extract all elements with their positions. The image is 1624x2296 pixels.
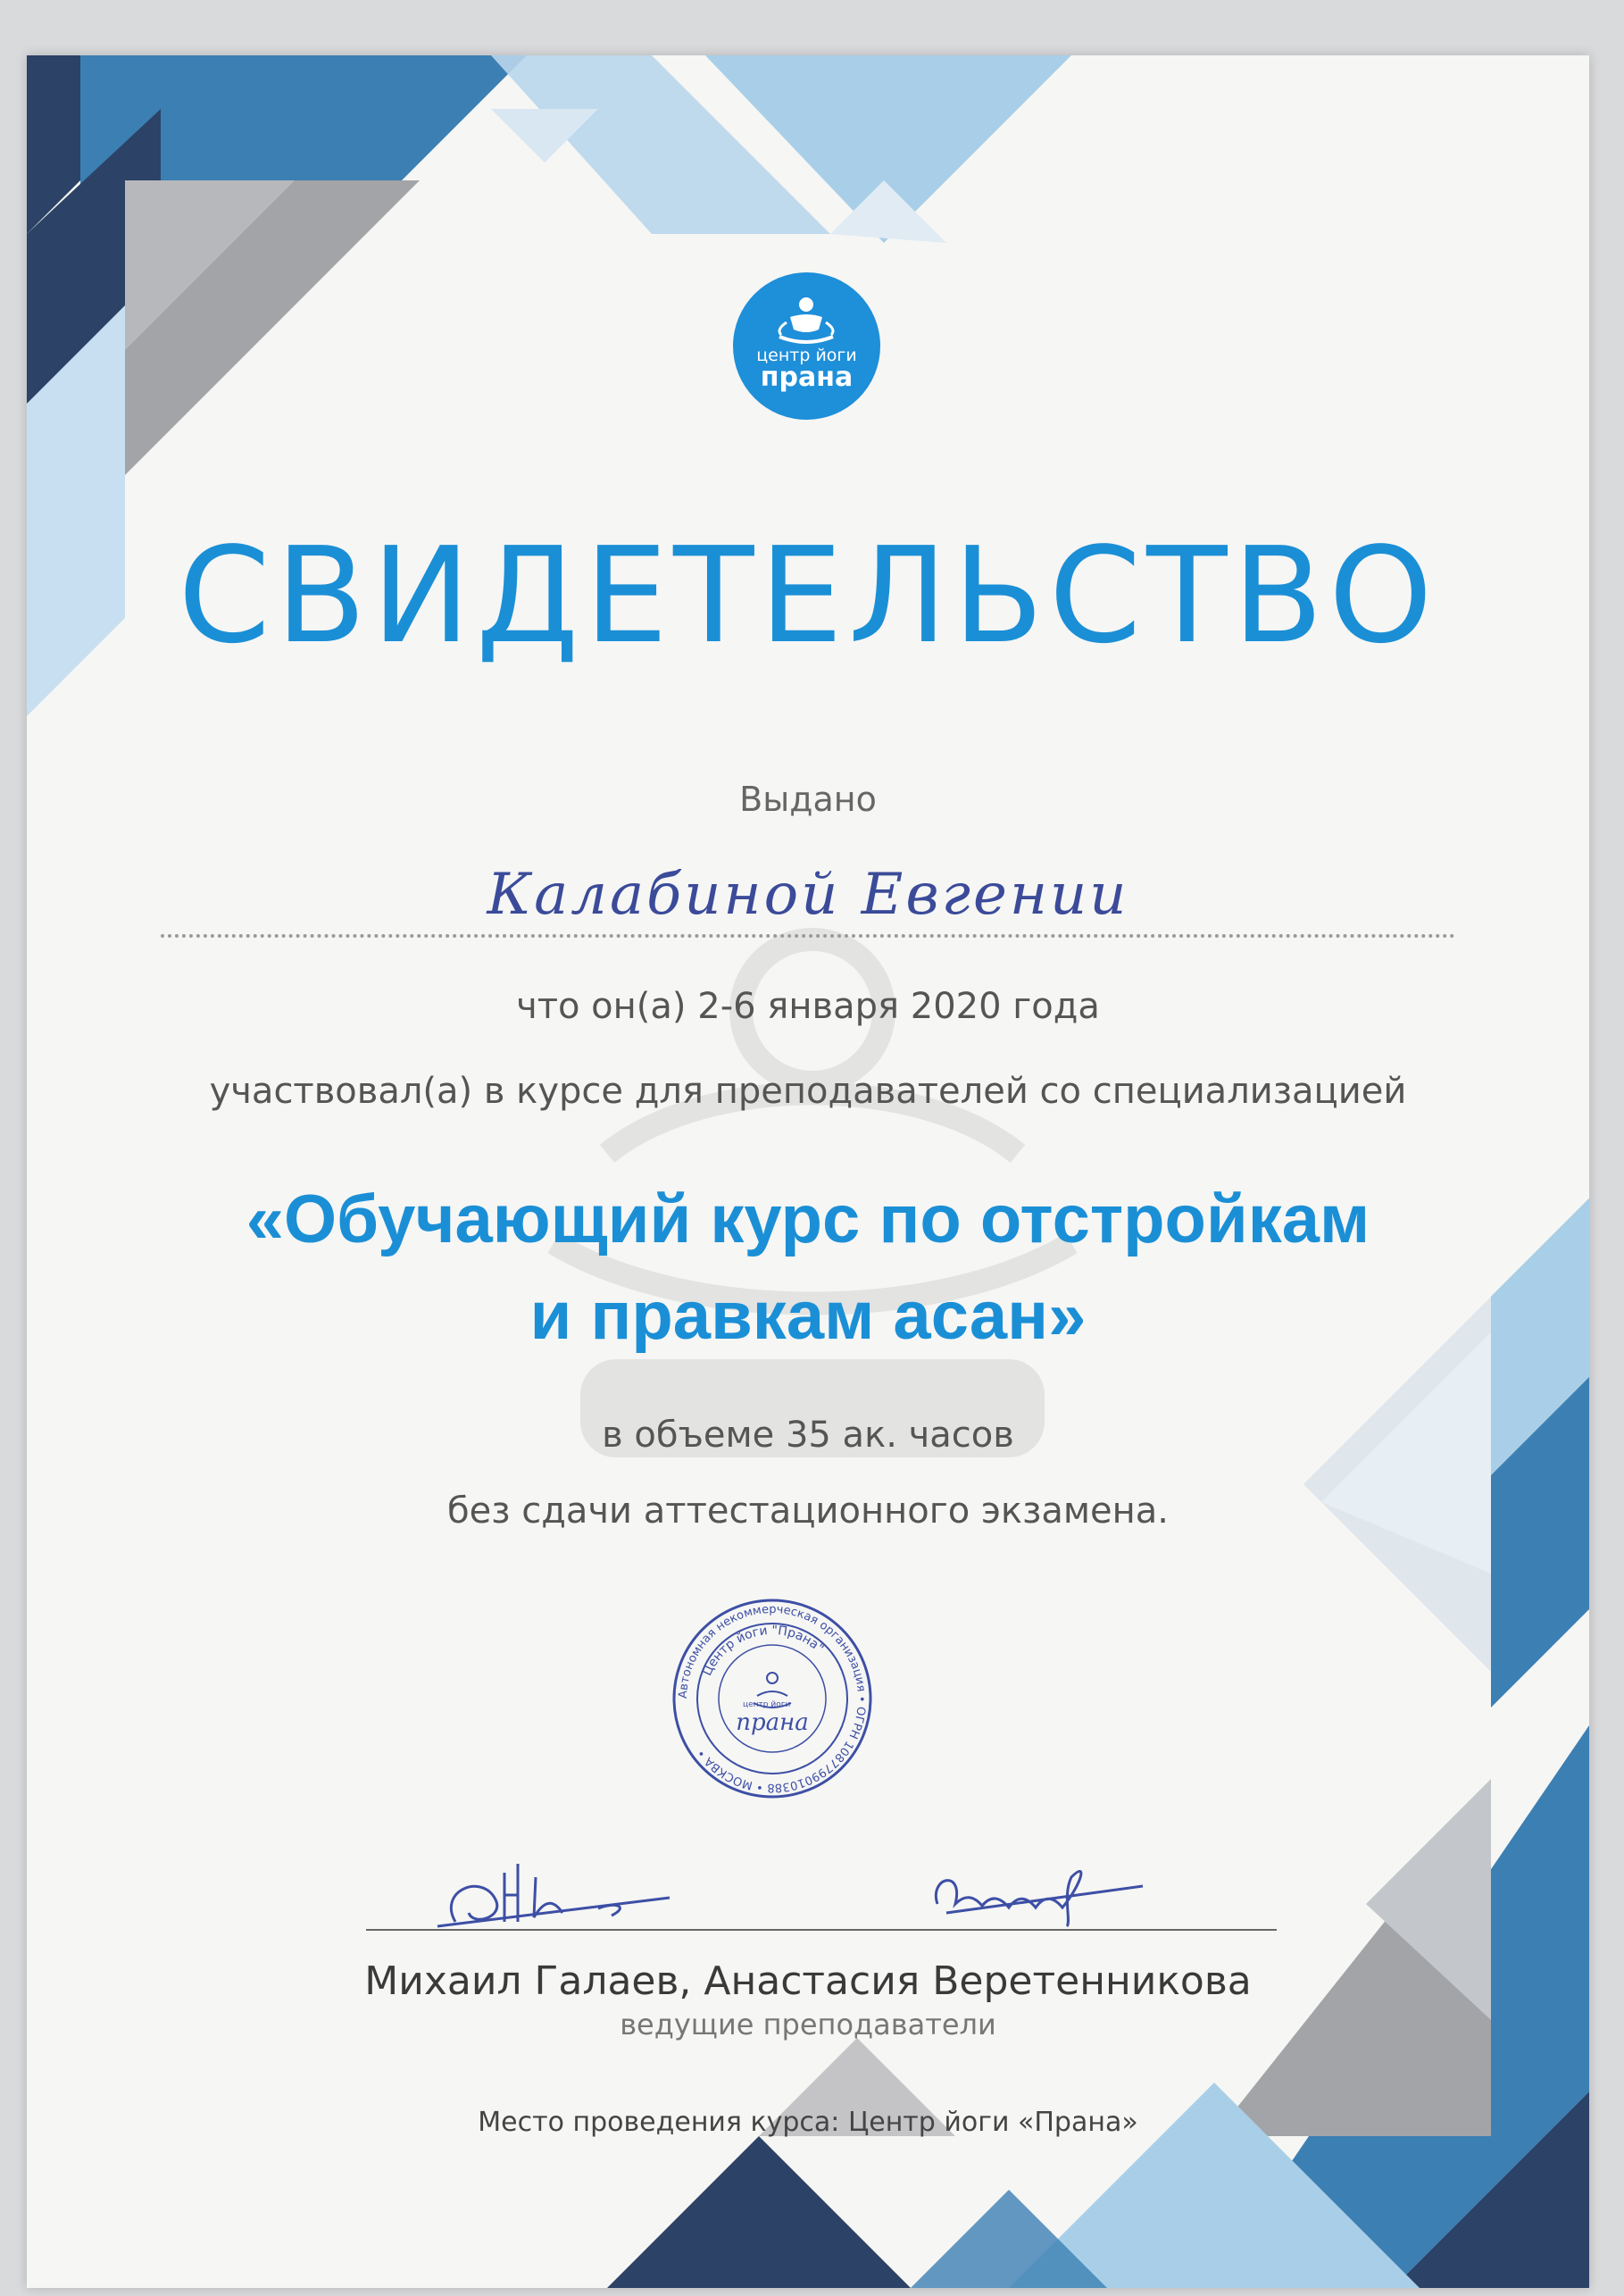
teachers-names: Михаил Галаев, Анастасия Веретенникова [364,1958,1252,2004]
signature-right [911,1841,1178,1931]
hours-line: в объеме 35 ак. часов [602,1415,1014,1456]
signature-line [366,1929,1277,1931]
logo-watermark [473,859,1152,1484]
teachers-role: ведущие преподаватели [620,2008,996,2041]
course-intro: участвовал(а) в курсе для преподавателей со специализацией [209,1071,1407,1112]
organization-stamp [670,1596,875,1801]
exam-line: без сдачи аттестационного экзамена. [446,1490,1170,1532]
prana-logo [733,272,880,420]
certificate-title: СВИДЕТЕЛЬСТВО [178,519,1438,672]
stamp-outer-text: Автономная некоммерческая организация • ОГРН 1087799010388 • МОСКВА • [676,1602,869,1795]
date-line: что он(а) 2-6 января 2020 года [516,986,1100,1027]
course-title-line-1: «Обучающий курс по отстройкам [246,1181,1370,1257]
dotted-underline [161,934,1455,938]
issued-label: Выдано [739,780,877,819]
logo-caption-small: центр йоги [756,346,857,365]
logo-caption-big: прана [760,362,854,393]
stamp-center-small: центр йоги [743,1700,791,1709]
stamp-center-big: прана [736,1709,809,1736]
recipient-field [161,859,1455,939]
meditating-figure-icon [733,290,880,353]
course-title-line-2: и правкам асан» [529,1278,1087,1354]
course-venue: Место проведения курса: Центр йоги «Прана» [478,2107,1138,2138]
recipient-name-handwritten: Калабиной Евгении [487,862,1129,928]
certificate-page [27,55,1589,2288]
signature-left [420,1837,687,1935]
stamp-inner-text: Центр йоги "Прана" [700,1623,827,1679]
